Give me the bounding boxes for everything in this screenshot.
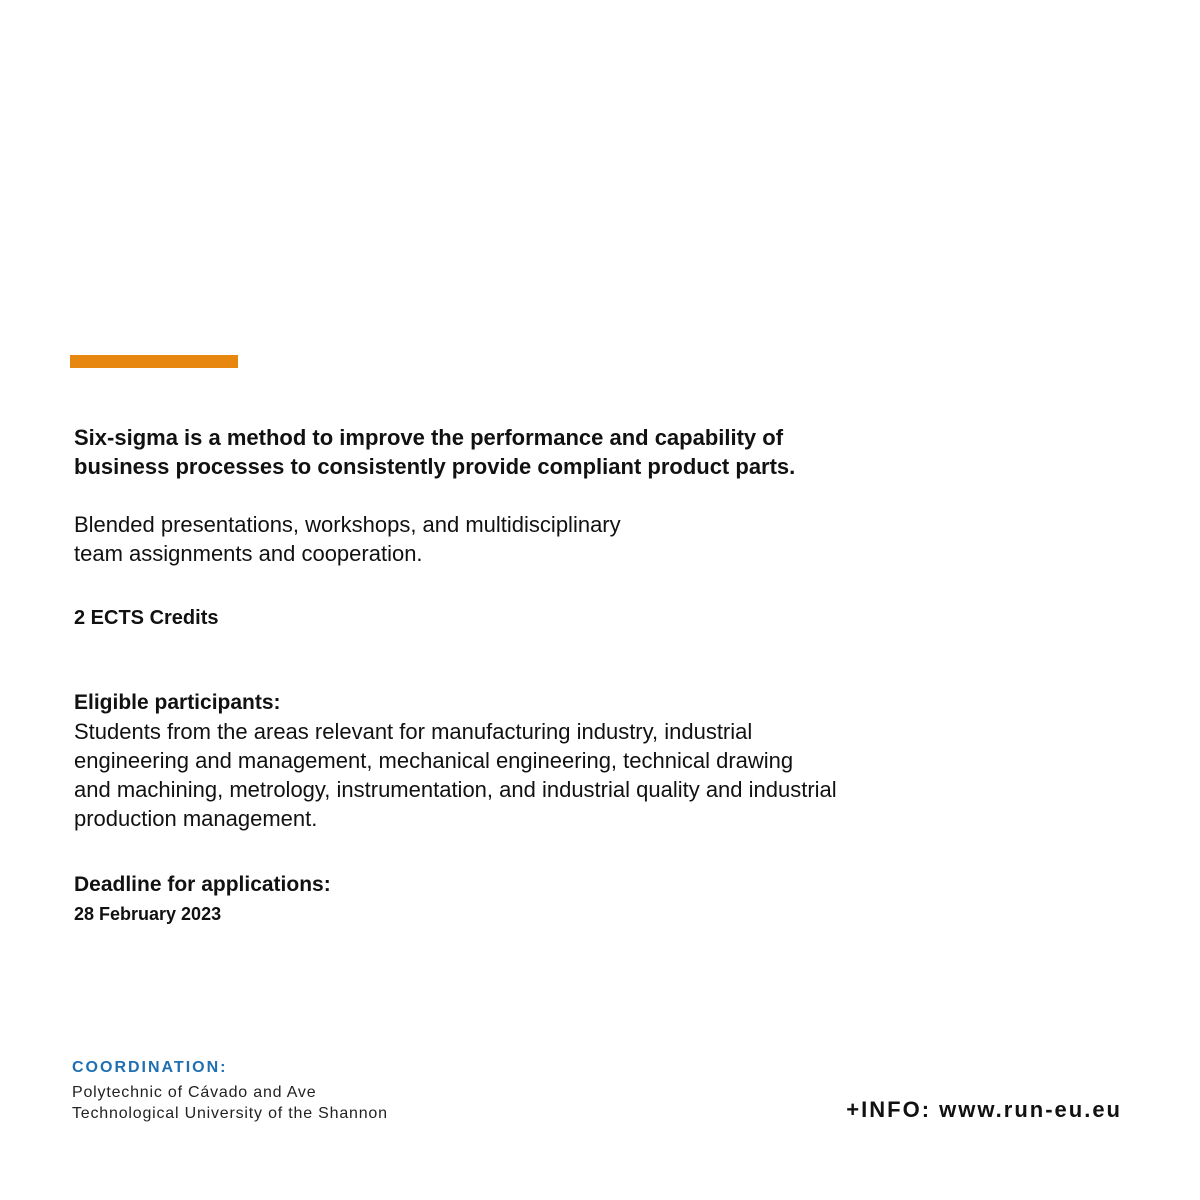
eligible-line: production management. — [74, 806, 318, 831]
eligible-heading: Eligible participants: — [74, 691, 281, 714]
deadline-date: 28 February 2023 — [74, 904, 222, 924]
format-line: team assignments and cooperation. — [74, 541, 423, 566]
eligible-text — [74, 717, 974, 833]
intro-line: business processes to consistently provide compliant product parts. — [74, 454, 796, 479]
coordination-list — [72, 1082, 388, 1124]
eligible-line: engineering and management, mechanical engineering, technical drawing — [74, 748, 794, 773]
eligible-line: Students from the areas relevant for manufacturing industry, industrial — [74, 719, 753, 744]
info-link[interactable]: +INFO: www.run-eu.eu — [846, 1097, 1122, 1122]
deadline-heading: Deadline for applications: — [74, 873, 331, 896]
accent-bar — [70, 355, 238, 368]
intro-line: Six-sigma is a method to improve the performance and capability of — [74, 425, 784, 450]
coordination-label: COORDINATION: — [72, 1059, 228, 1076]
coordination-institution: Polytechnic of Cávado and Ave — [72, 1084, 317, 1101]
format-text — [74, 510, 954, 568]
format-line: Blended presentations, workshops, and multidisciplinary — [74, 512, 621, 537]
intro-text — [74, 423, 954, 481]
coordination-institution: Technological University of the Shannon — [72, 1105, 388, 1122]
credits-text: 2 ECTS Credits — [74, 607, 219, 629]
eligible-line: and machining, metrology, instrumentation, and industrial quality and industrial — [74, 777, 837, 802]
